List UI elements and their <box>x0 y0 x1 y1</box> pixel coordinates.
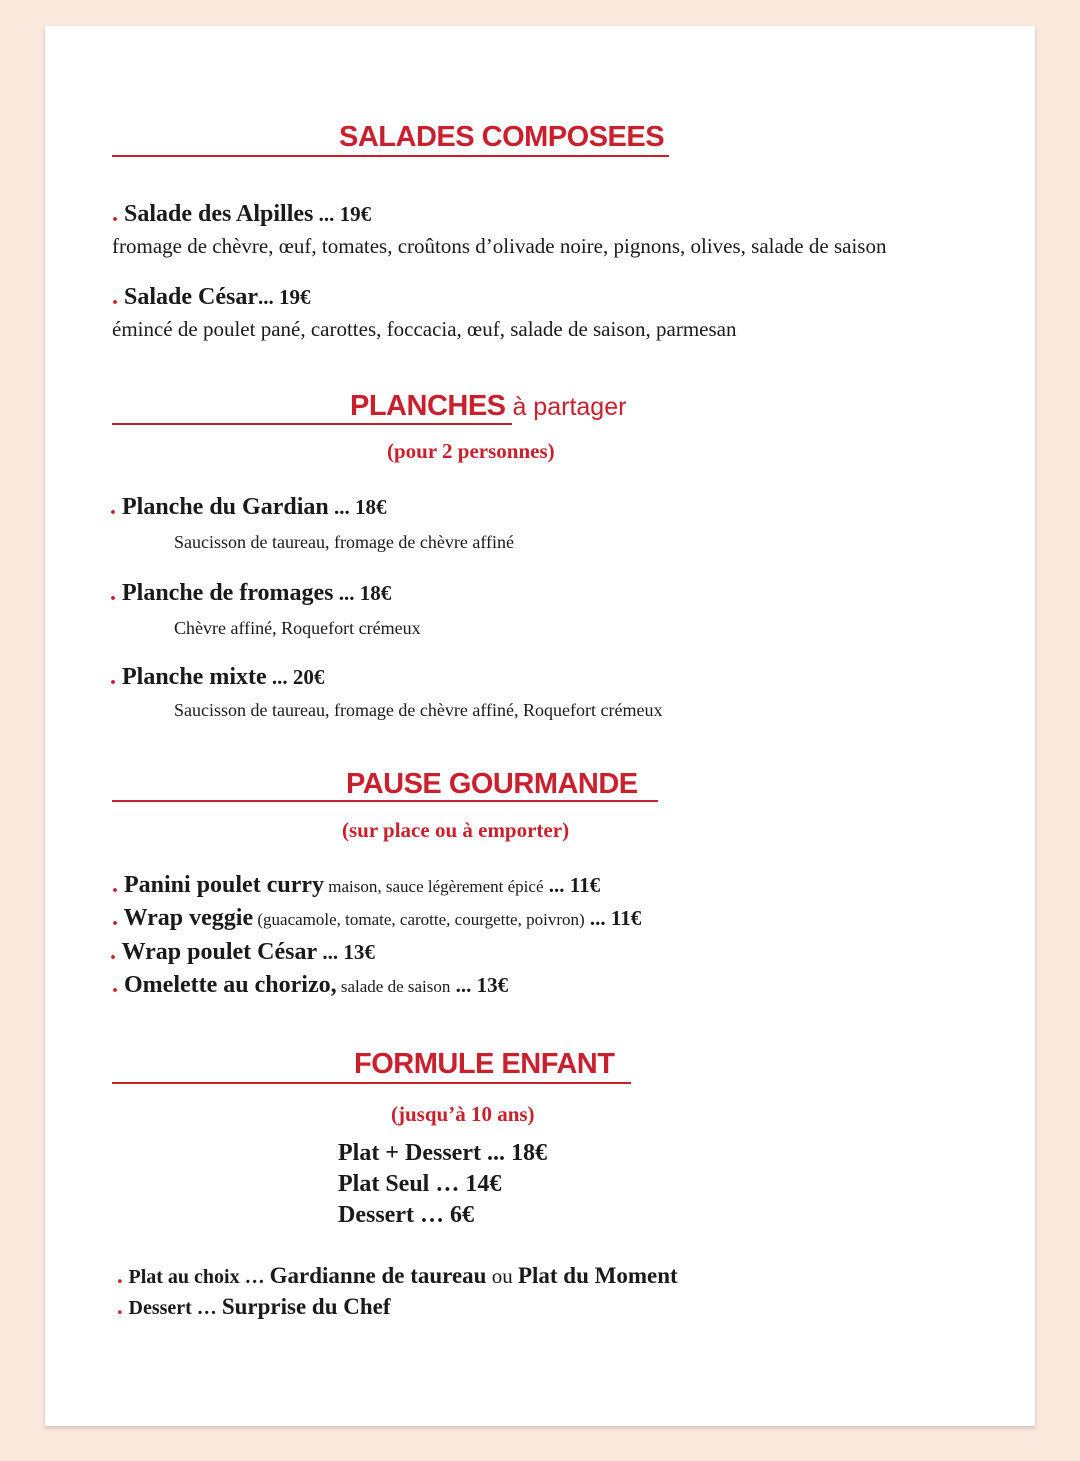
item-name: Salade des Alpilles <box>124 201 314 227</box>
formula-price-dessert: Dessert … 6€ <box>338 1202 474 1228</box>
section-subtitle-pause: (sur place ou à emporter) <box>342 818 570 842</box>
bullet-dot: . <box>110 939 116 965</box>
item-price: ... 20€ <box>266 665 325 689</box>
bullet-dot: . <box>112 872 118 898</box>
item-price: ... 13€ <box>317 940 375 964</box>
bullet-dot: . <box>112 284 118 310</box>
section-title-enfant: FORMULE ENFANT <box>354 1048 615 1080</box>
menu-item-panini <box>112 872 600 899</box>
menu-item-salade-cesar <box>112 284 311 311</box>
section-subtitle-planches: (pour 2 personnes) <box>387 439 555 463</box>
bullet-dot: . <box>110 664 116 690</box>
item-price: ... 19€ <box>258 285 311 309</box>
bullet-dot: . <box>117 1263 123 1288</box>
section-rule-enfant <box>112 1082 631 1084</box>
section-rule-planches <box>112 423 512 425</box>
menu-item-salade-alpilles <box>112 201 371 228</box>
item-description: Saucisson de taureau, fromage de chèvre affiné <box>174 532 515 552</box>
menu-item-wrap-cesar <box>110 939 375 966</box>
bullet-dot: . <box>117 1294 123 1319</box>
item-description: fromage de chèvre, œuf, tomates, croûtons d’olivade noire, pignons, olives, salade de saison <box>112 234 887 258</box>
section-rule-pause <box>112 800 658 802</box>
item-price: ... 11€ <box>543 873 601 897</box>
choice-option-2: Plat du Moment <box>517 1263 678 1288</box>
item-price: ... 11€ <box>584 906 642 930</box>
choice-option-1: Gardianne de taureau <box>269 1263 487 1288</box>
item-price: ... 19€ <box>313 202 372 226</box>
item-price: ... 18€ <box>328 495 387 519</box>
bullet-dot: . <box>112 201 118 227</box>
bullet-dot: . <box>112 905 118 931</box>
section-title-pause: PAUSE GOURMANDE <box>346 768 638 800</box>
bullet-dot: . <box>112 972 118 998</box>
item-name: Panini poulet curry <box>124 872 325 898</box>
item-name: Wrap veggie <box>123 905 254 931</box>
item-name: Wrap poulet César <box>121 939 318 965</box>
formula-dessert-choice <box>117 1294 391 1320</box>
planches-title-suffix: à partager <box>505 393 627 421</box>
section-subtitle-enfant: (jusqu’à 10 ans) <box>391 1102 535 1126</box>
formula-plat-choice <box>117 1263 678 1289</box>
menu-page <box>45 26 1035 1426</box>
formula-price-plat-dessert: Plat + Dessert ... 18€ <box>338 1140 547 1166</box>
section-rule-salades <box>112 155 669 157</box>
menu-item-planche-gardian <box>110 494 386 521</box>
bullet-dot: . <box>110 494 116 520</box>
item-name: Planche mixte <box>122 664 267 690</box>
item-name: Planche du Gardian <box>122 494 329 520</box>
item-price: ... 18€ <box>333 581 392 605</box>
choice-or: ou <box>486 1264 518 1288</box>
section-title-planches <box>350 390 626 423</box>
formula-price-plat-seul: Plat Seul … 14€ <box>338 1171 502 1197</box>
item-name: Planche de fromages <box>122 580 334 606</box>
item-detail: maison, sauce légèrement épicé <box>324 877 544 896</box>
menu-item-omelette <box>112 972 508 999</box>
item-name: Omelette au chorizo, <box>124 972 337 998</box>
dessert-label: Dessert … <box>128 1297 222 1319</box>
item-description: Chèvre affiné, Roquefort crémeux <box>174 618 421 638</box>
choice-label: Plat au choix … <box>128 1266 270 1288</box>
item-description: Saucisson de taureau, fromage de chèvre affiné, Roquefort crémeux <box>174 700 663 720</box>
item-detail: (guacamole, tomate, carotte, courgette, poivron) <box>253 910 585 929</box>
menu-item-planche-fromages <box>110 580 391 607</box>
menu-item-planche-mixte <box>110 664 324 691</box>
item-name: Salade César <box>124 284 258 310</box>
item-description: émincé de poulet pané, carottes, foccacia, œuf, salade de saison, parmesan <box>112 317 737 341</box>
item-detail: salade de saison <box>336 977 451 996</box>
bullet-dot: . <box>110 580 116 606</box>
menu-item-wrap-veggie <box>112 905 641 932</box>
planches-title-main: PLANCHES <box>350 390 506 422</box>
dessert-value: Surprise du Chef <box>221 1294 391 1319</box>
item-price: ... 13€ <box>450 973 509 997</box>
section-title-salades: SALADES COMPOSEES <box>339 121 665 153</box>
